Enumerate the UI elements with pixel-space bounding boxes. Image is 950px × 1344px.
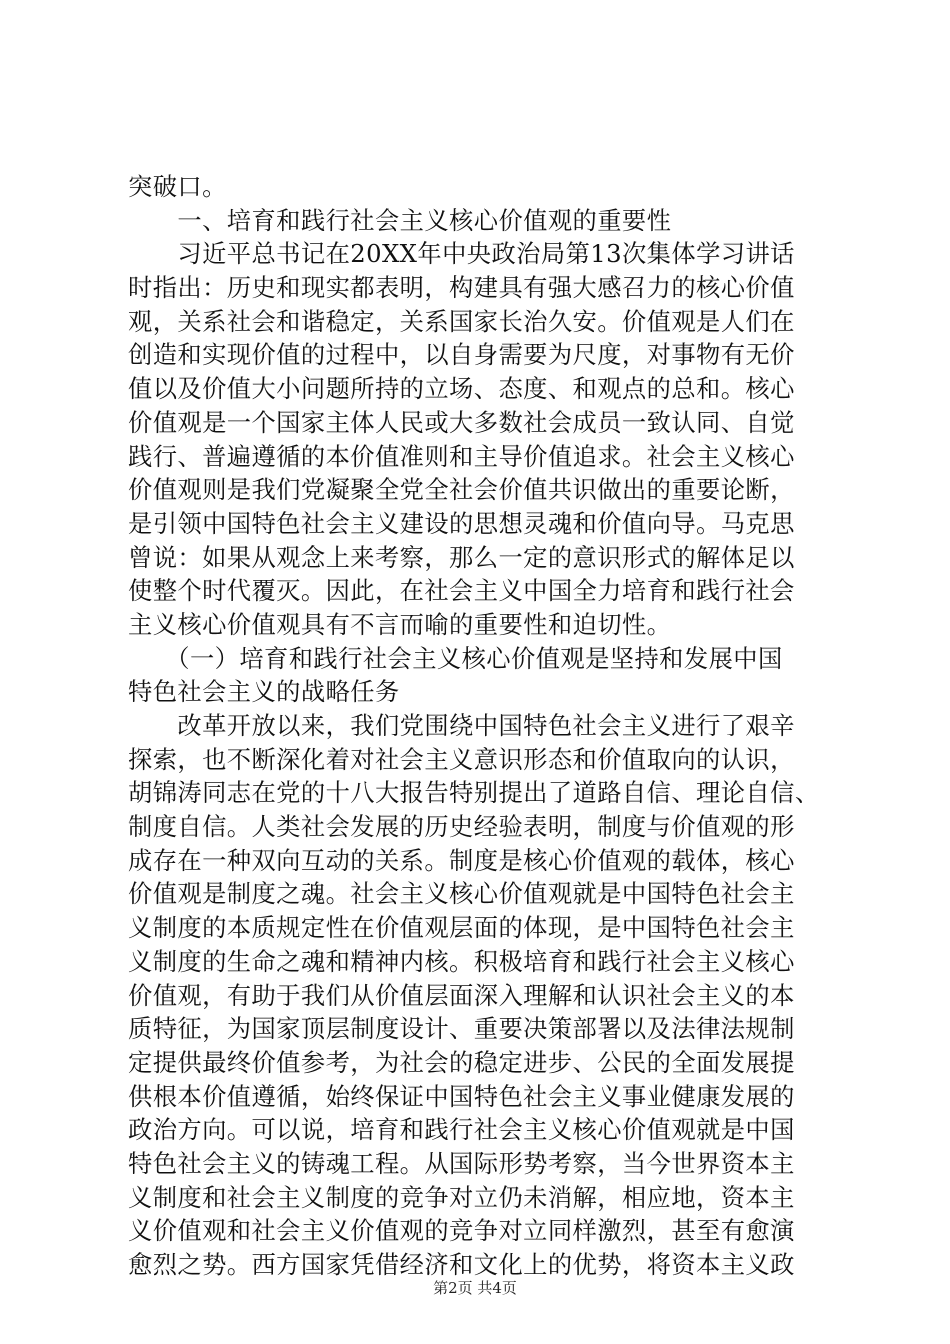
text-line: 义制度和社会主义制度的竞争对立仍未消解，相应地，资本主 bbox=[128, 1182, 795, 1212]
text-line: 胡锦涛同志在党的十八大报告特别提出了道路自信、理论自信、 bbox=[128, 778, 820, 808]
text-line: 愈烈之势。西方国家凭借经济和文化上的优势，将资本主义政 bbox=[128, 1250, 795, 1279]
text-line: 价值观则是我们党凝聚全党全社会价值共识做出的重要论断， bbox=[128, 475, 795, 505]
text-line: 主义核心价值观具有不言而喻的重要性和迫切性。 bbox=[128, 609, 672, 639]
text-line: 定提供最终价值参考，为社会的稳定进步、公民的全面发展提 bbox=[128, 1047, 795, 1077]
text-line: 制度自信。人类社会发展的历史经验表明，制度与价值观的形 bbox=[128, 812, 795, 842]
text-line: 价值观是一个国家主体人民或大多数社会成员一致认同、自觉 bbox=[128, 407, 795, 437]
text-line: 供根本价值遵循，始终保证中国特色社会主义事业健康发展的 bbox=[128, 1081, 795, 1111]
text-line: 价值观，有助于我们从价值层面深入理解和认识社会主义的本 bbox=[128, 980, 795, 1010]
text-line: 特色社会主义的铸魂工程。从国际形势考察，当今世界资本主 bbox=[128, 1148, 795, 1178]
subsection-heading: （一）培育和践行社会主义核心价值观是坚持和发展中国 bbox=[128, 643, 783, 673]
text-line: 价值观是制度之魂。社会主义核心价值观就是中国特色社会主 bbox=[128, 879, 795, 909]
section-heading: 一、培育和践行社会主义核心价值观的重要性 bbox=[128, 205, 672, 235]
text-line: 突破口。 bbox=[128, 172, 227, 201]
text-line: 义价值观和社会主义价值观的竞争对立同样激烈，甚至有愈演 bbox=[128, 1216, 795, 1246]
page-number-footer: 第2页 共4页 bbox=[433, 1279, 517, 1297]
text-line: 习近平总书记在20XX年中央政治局第13次集体学习讲话 bbox=[128, 239, 795, 269]
text-line: 改革开放以来，我们党围绕中国特色社会主义进行了艰辛 bbox=[128, 711, 795, 740]
text-line: 时指出：历史和现实都表明，构建具有强大感召力的核心价值 bbox=[128, 273, 795, 303]
text-line: 政治方向。可以说，培育和践行社会主义核心价值观就是中国 bbox=[128, 1115, 795, 1145]
subsection-heading: 特色社会主义的战略任务 bbox=[128, 677, 400, 707]
text-line: 曾说：如果从观念上来考察，那么一定的意识形式的解体足以 bbox=[128, 542, 795, 572]
text-line: 义制度的本质规定性在价值观层面的体现，是中国特色社会主 bbox=[128, 913, 795, 943]
text-line: 创造和实现价值的过程中，以自身需要为尺度，对事物有无价 bbox=[128, 340, 795, 370]
document-body bbox=[128, 170, 828, 1282]
text-line: 探索，也不断深化着对社会主义意识形态和价值取向的认识， bbox=[128, 744, 795, 774]
text-line: 是引领中国特色社会主义建设的思想灵魂和价值向导。马克思 bbox=[128, 508, 795, 538]
text-line: 践行、普遍遵循的本价值准则和主导价值追求。社会主义核心 bbox=[128, 441, 795, 471]
text-line: 使整个时代覆灭。因此，在社会主义中国全力培育和践行社会 bbox=[128, 576, 795, 606]
text-line: 值以及价值大小问题所持的立场、态度、和观点的总和。核心 bbox=[128, 374, 795, 404]
text-line: 成存在一种双向互动的关系。制度是核心价值观的载体，核心 bbox=[128, 845, 795, 875]
text-line: 观，关系社会和谐稳定，关系国家长治久安。价值观是人们在 bbox=[128, 306, 795, 336]
text-line: 质特征，为国家顶层制度设计、重要决策部署以及法律法规制 bbox=[128, 1014, 795, 1044]
text-line: 义制度的生命之魂和精神内核。积极培育和践行社会主义核心 bbox=[128, 946, 795, 976]
